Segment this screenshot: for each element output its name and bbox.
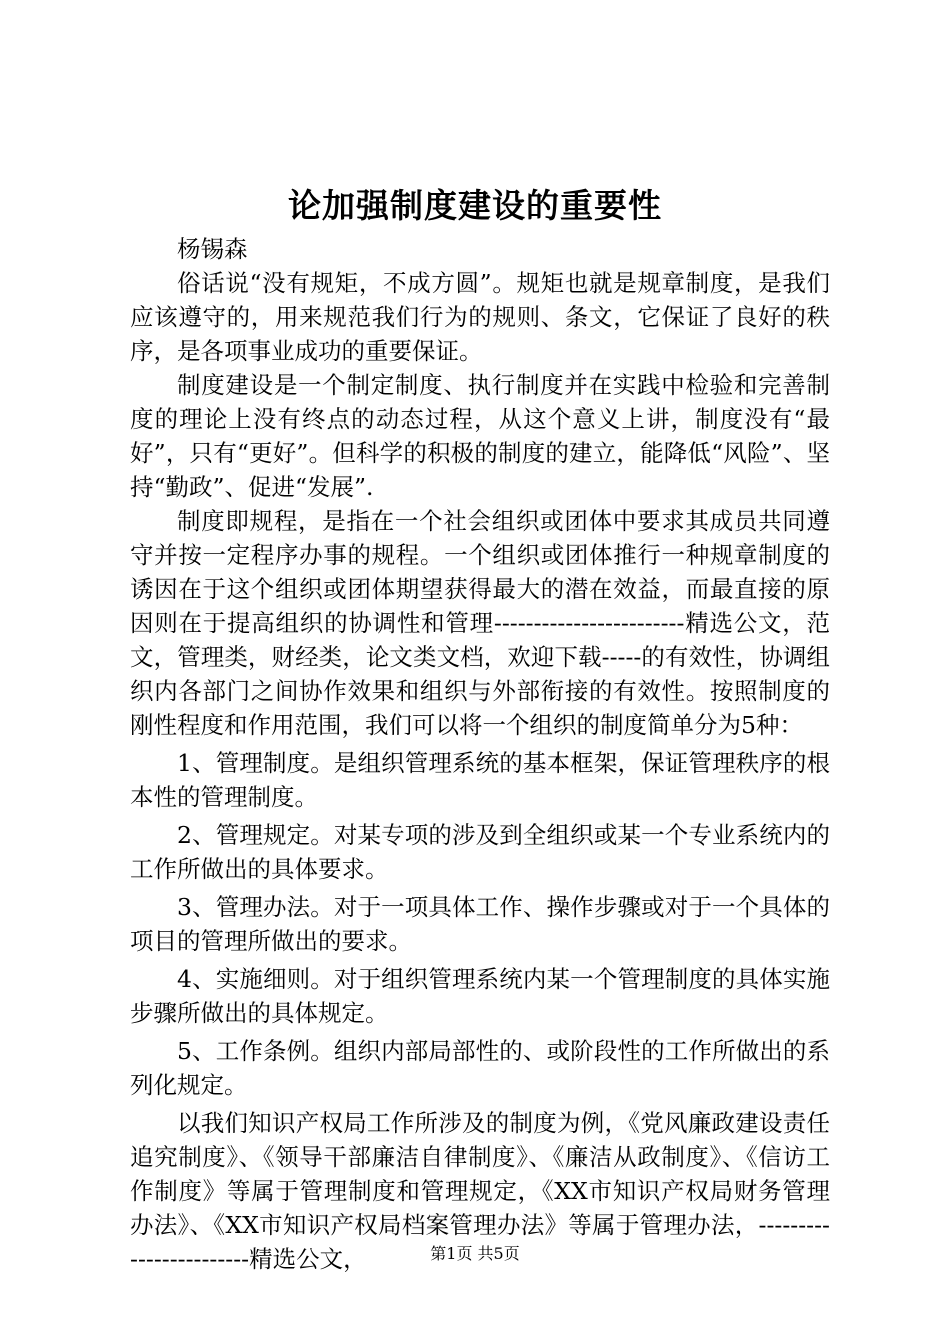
list-item: 5、工作条例。组织内部局部性的、或阶段性的工作所做出的系列化规定。: [130, 1037, 830, 1099]
document-title: 论加强制度建设的重要性: [288, 186, 662, 225]
author-name: 杨锡森: [177, 235, 248, 263]
list-item: 4、实施细则。对于组织管理系统内某一个管理制度的具体实施步骤所做出的具体规定。: [130, 965, 830, 1027]
paragraph: 制度建设是一个制定制度、执行制度并在实践中检验和完善制度的理论上没有终点的动态过程，从这个意义上讲，制度没有“最好”，只有“更好”。但科学的积极的制度的建立，能降低“风险”、坚持“勤政”、促进“发展”.: [130, 371, 830, 501]
document-body: [130, 232, 830, 1276]
paragraph: 制度即规程，是指在一个社会组织或团体中要求其成员共同遵守并按一定程序办事的规程。一个组织或团体推行一种规章制度的诱因在于这个组织或团体期望获得最大的潜在效益，而最直接的原因则在于提高组织的协调性和管理------------------------精选公文，范文，管理类，财经类，论文类文档，欢迎下载-----的有效性，协调组织内各部门之间协作效果和组织与外部衔接的有效性。按照制度的刚性程度和作用范围，我们可以将一个组织的制度简单分为5种：: [130, 507, 830, 739]
paragraph: 以我们知识产权局工作所涉及的制度为例，《党风廉政建设责任追究制度》、《领导干部廉洁自律制度》、《廉洁从政制度》、《信访工作制度》等属于管理制度和管理规定，《XX市知识产权局财务管理办法》、《XX市知识产权局档案管理办法》等属于管理办法，------------------------精选公文，: [130, 1109, 830, 1273]
page-number-footer: 第1页 共5页: [430, 1244, 520, 1263]
list-item: 1、管理制度。是组织管理系统的基本框架，保证管理秩序的根本性的管理制度。: [130, 749, 830, 811]
list-item: 3、管理办法。对于一项具体工作、操作步骤或对于一个具体的项目的管理所做出的要求。: [130, 893, 830, 955]
paragraph: 俗话说“没有规矩，不成方圆”。规矩也就是规章制度，是我们应该遵守的，用来规范我们行为的规则、条文，它保证了良好的秩序，是各项事业成功的重要保证。: [130, 269, 830, 365]
list-item: 2、管理规定。对某专项的涉及到全组织或某一个专业系统内的工作所做出的具体要求。: [130, 821, 830, 883]
